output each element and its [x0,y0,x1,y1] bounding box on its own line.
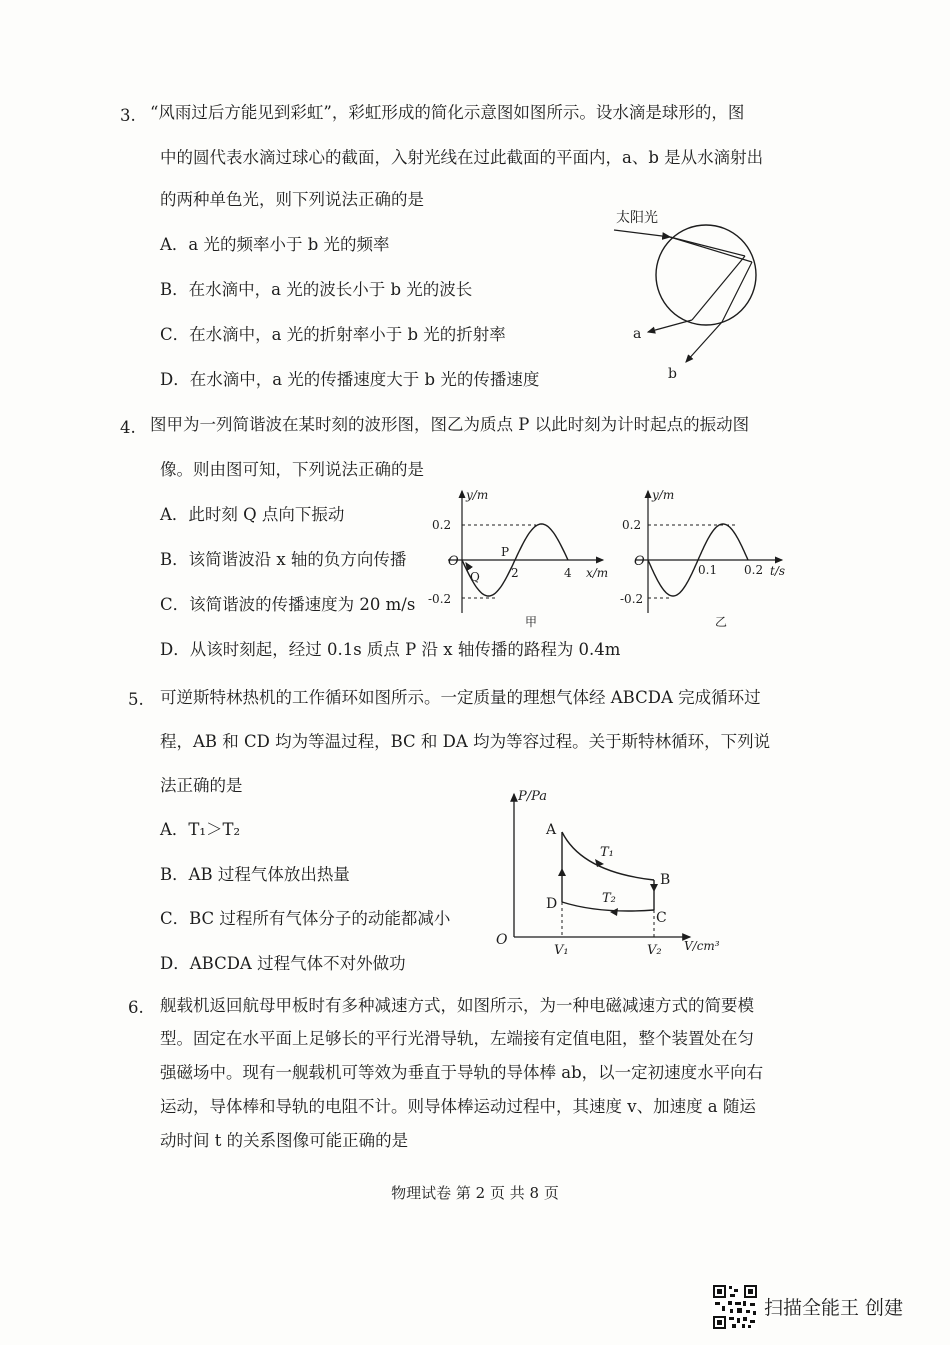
incident-ray [614,230,670,237]
q5-stem-line3: 法正确的是 [160,776,243,795]
q3-stem-line3: 的两种单色光，则下列说法正确的是 [160,190,424,209]
t-tick-02: 0.2 [744,563,764,577]
q4-stem-line2: 像。则由图可知，下列说法正确的是 [160,460,424,479]
x-tick-4: 4 [564,566,572,580]
q3-option-d: D．在水滴中，a 光的传播速度大于 b 光的传播速度 [160,370,540,389]
q-motion-arrow [466,563,470,569]
x-tick-2: 2 [511,566,519,580]
q3-number: 3. [120,106,136,125]
point-A: A [546,822,557,838]
y-bottom-tick: -0.2 [428,592,452,606]
label-T2: T₂ [602,891,616,906]
y-axis-label: y/m [652,488,675,502]
v-axis-label: V/cm³ [684,939,720,953]
q6-stem-line2: 型。固定在水平面上足够长的平行光滑导轨，左端接有定值电阻，整个装置处在匀 [160,1029,754,1048]
label-Q: Q [470,570,480,584]
internal-ray-b1 [670,237,752,262]
origin-label: O [496,932,508,948]
sun-label: 太阳光 [616,210,658,226]
q4-option-b: B．该简谐波沿 x 轴的负方向传播 [160,550,407,569]
label-V2: V₂ [647,943,662,958]
t-axis-label: t/s [770,564,786,578]
y-bottom-tick: -0.2 [620,592,644,606]
y-top-tick: 0.2 [432,518,452,532]
label-b: b [668,366,677,382]
label-a: a [633,326,642,342]
wave-figure-jia [428,483,618,633]
rainbow-droplet-figure [600,200,780,390]
caption-yi: 乙 [715,615,728,629]
q3-stem-line1: “风雨过后方能见到彩虹”，彩虹形成的简化示意图如图所示。设水滴是球形的，图 [150,103,745,122]
q3-stem-line2: 中的圆代表水滴过球心的截面，入射光线在过此截面的平面内，a、b 是从水滴射出 [160,148,764,167]
caption-jia: 甲 [525,615,538,629]
q5-stem-line2: 程，AB 和 CD 均为等温过程，BC 和 DA 均为等容过程。关于斯特林循环，下列说 [160,732,771,751]
exit-ray-a [648,320,692,332]
y-top-tick: 0.2 [622,518,642,532]
label-T1: T₁ [600,845,614,860]
q4-number: 4. [120,418,136,437]
q3-option-a: A．a 光的频率小于 b 光的频率 [160,235,390,254]
origin-label: O [634,554,645,569]
arrow-AB [595,859,604,867]
q6-stem-line3: 强磁场中。现有一舰载机可等效为垂直于导轨的导体棒 ab，以一定初速度水平向右 [160,1063,764,1082]
q5-number: 5. [128,690,144,709]
x-axis-label: x/m [586,566,609,580]
q4-option-a: A．此时刻 Q 点向下振动 [160,505,345,524]
q5-option-c: C．BC 过程所有气体分子的动能都减小 [160,909,451,928]
point-B: B [660,872,671,888]
t-tick-01: 0.1 [698,563,718,577]
vibration-figure-yi [620,483,800,633]
scanner-watermark: 扫描全能王 创建 [764,1297,904,1319]
q5-option-b: B．AB 过程气体放出热量 [160,865,350,884]
q6-number: 6. [128,998,144,1017]
stirling-cycle-figure [490,782,730,967]
q4-stem-line1: 图甲为一列简谐波在某时刻的波形图，图乙为质点 P 以此时刻为计时起点的振动图 [150,415,750,434]
q4-option-d: D．从该时刻起，经过 0.1s 质点 P 沿 x 轴传播的路程为 0.4m [160,640,621,659]
point-D: D [546,896,558,912]
q5-option-a: A．T₁＞T₂ [160,820,241,839]
q6-stem-line5: 动时间 t 的关系图像可能正确的是 [160,1131,409,1150]
arrow-DA [558,868,566,876]
point-C: C [656,910,667,926]
label-V1: V₁ [554,943,569,958]
q5-option-d: D．ABCDA 过程气体不对外做功 [160,954,406,973]
label-P: P [501,545,510,559]
internal-ray-a2 [692,256,745,320]
p-axis-label: P/Pa [518,789,548,804]
q3-option-b: B．在水滴中，a 光的波长小于 b 光的波长 [160,280,473,299]
droplet-circle [656,225,756,325]
q6-stem-line1: 舰载机返回航母甲板时有多种减速方式，如图所示，为一种电磁减速方式的简要模 [160,996,754,1015]
internal-ray-b2 [722,262,752,322]
qr-code-icon [712,1284,758,1330]
q4-option-c: C．该简谐波的传播速度为 20 m/s [160,595,416,614]
q6-stem-line4: 运动，导体棒和导轨的电阻不计。则导体棒运动过程中，其速度 v、加速度 a 随运 [160,1097,756,1116]
exit-ray-b [686,322,722,362]
q5-stem-line1: 可逆斯特林热机的工作循环如图所示。一定质量的理想气体经 ABCDA 完成循环过 [160,688,761,707]
arrow-CD [610,908,618,916]
y-axis-label: y/m [466,488,489,502]
origin-label: O [448,554,459,569]
page-footer: 物理试卷 第 2 页 共 8 页 [391,1184,559,1202]
arrow-BC [650,884,658,892]
q3-option-c: C．在水滴中，a 光的折射率小于 b 光的折射率 [160,325,506,344]
